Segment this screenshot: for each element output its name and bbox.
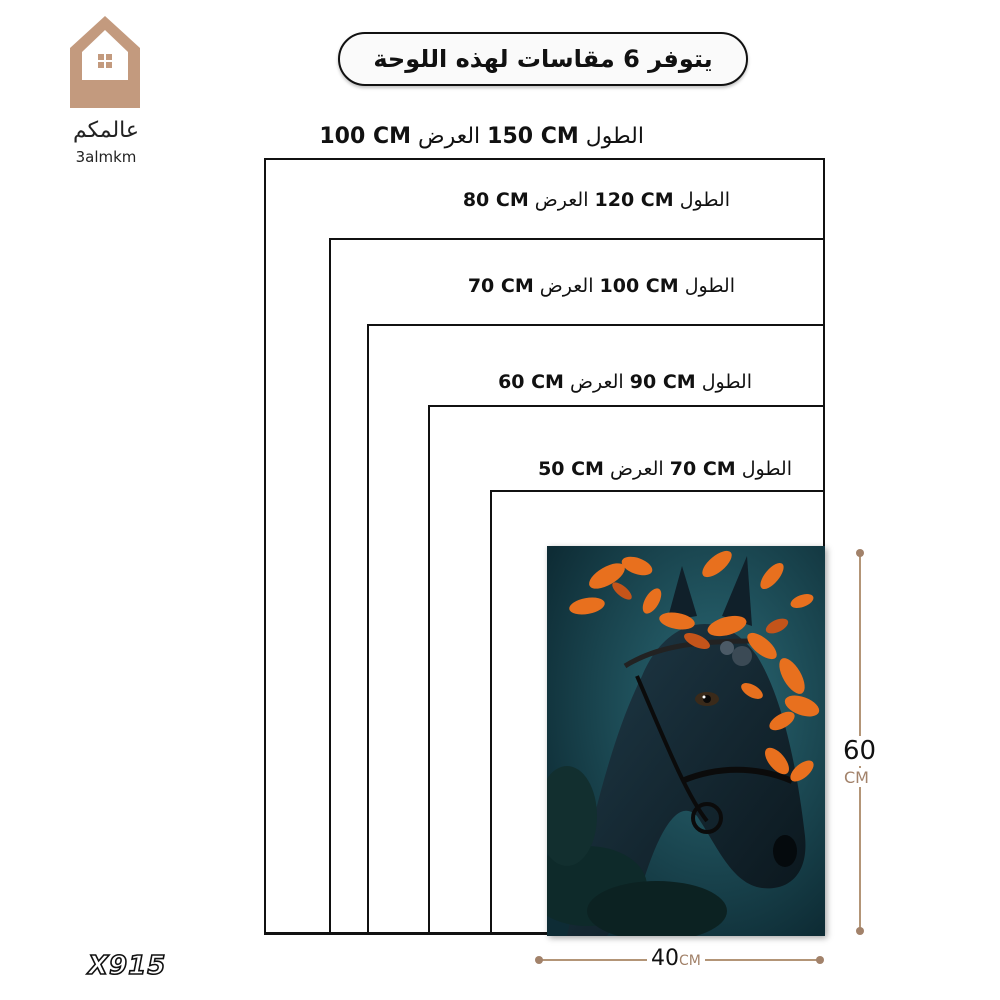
width-dimension-right-dot	[816, 956, 824, 964]
logo-latin-text: 3almkm	[75, 148, 137, 166]
house-logo-icon	[68, 14, 142, 110]
logo-arabic-text: عالمكم	[72, 118, 140, 143]
horse-painting-image	[547, 546, 825, 936]
height-dimension-bottom-dot	[856, 927, 864, 935]
width-value: 40	[651, 946, 679, 971]
width-unit: CM	[679, 953, 701, 969]
horse-painting	[547, 546, 825, 936]
height-value: 60	[843, 736, 877, 766]
size-label-4: الطول 90 CM العرض 60 CM	[498, 371, 752, 393]
page-title: يتوفر 6 مقاسات لهذه اللوحة	[338, 32, 748, 86]
width-dimension-left-dot	[535, 956, 543, 964]
product-code: X915	[88, 951, 167, 981]
size-label-5: الطول 70 CM العرض 50 CM	[538, 458, 792, 480]
size-label-1: الطول 150 CM العرض 100 CM	[319, 124, 644, 149]
size-label-2: الطول 120 CM العرض 80 CM	[462, 189, 730, 211]
size-label-3: الطول 100 CM العرض 70 CM	[467, 275, 735, 297]
width-label	[647, 946, 705, 971]
height-unit: CM	[844, 768, 869, 787]
height-dimension-top-dot	[856, 549, 864, 557]
